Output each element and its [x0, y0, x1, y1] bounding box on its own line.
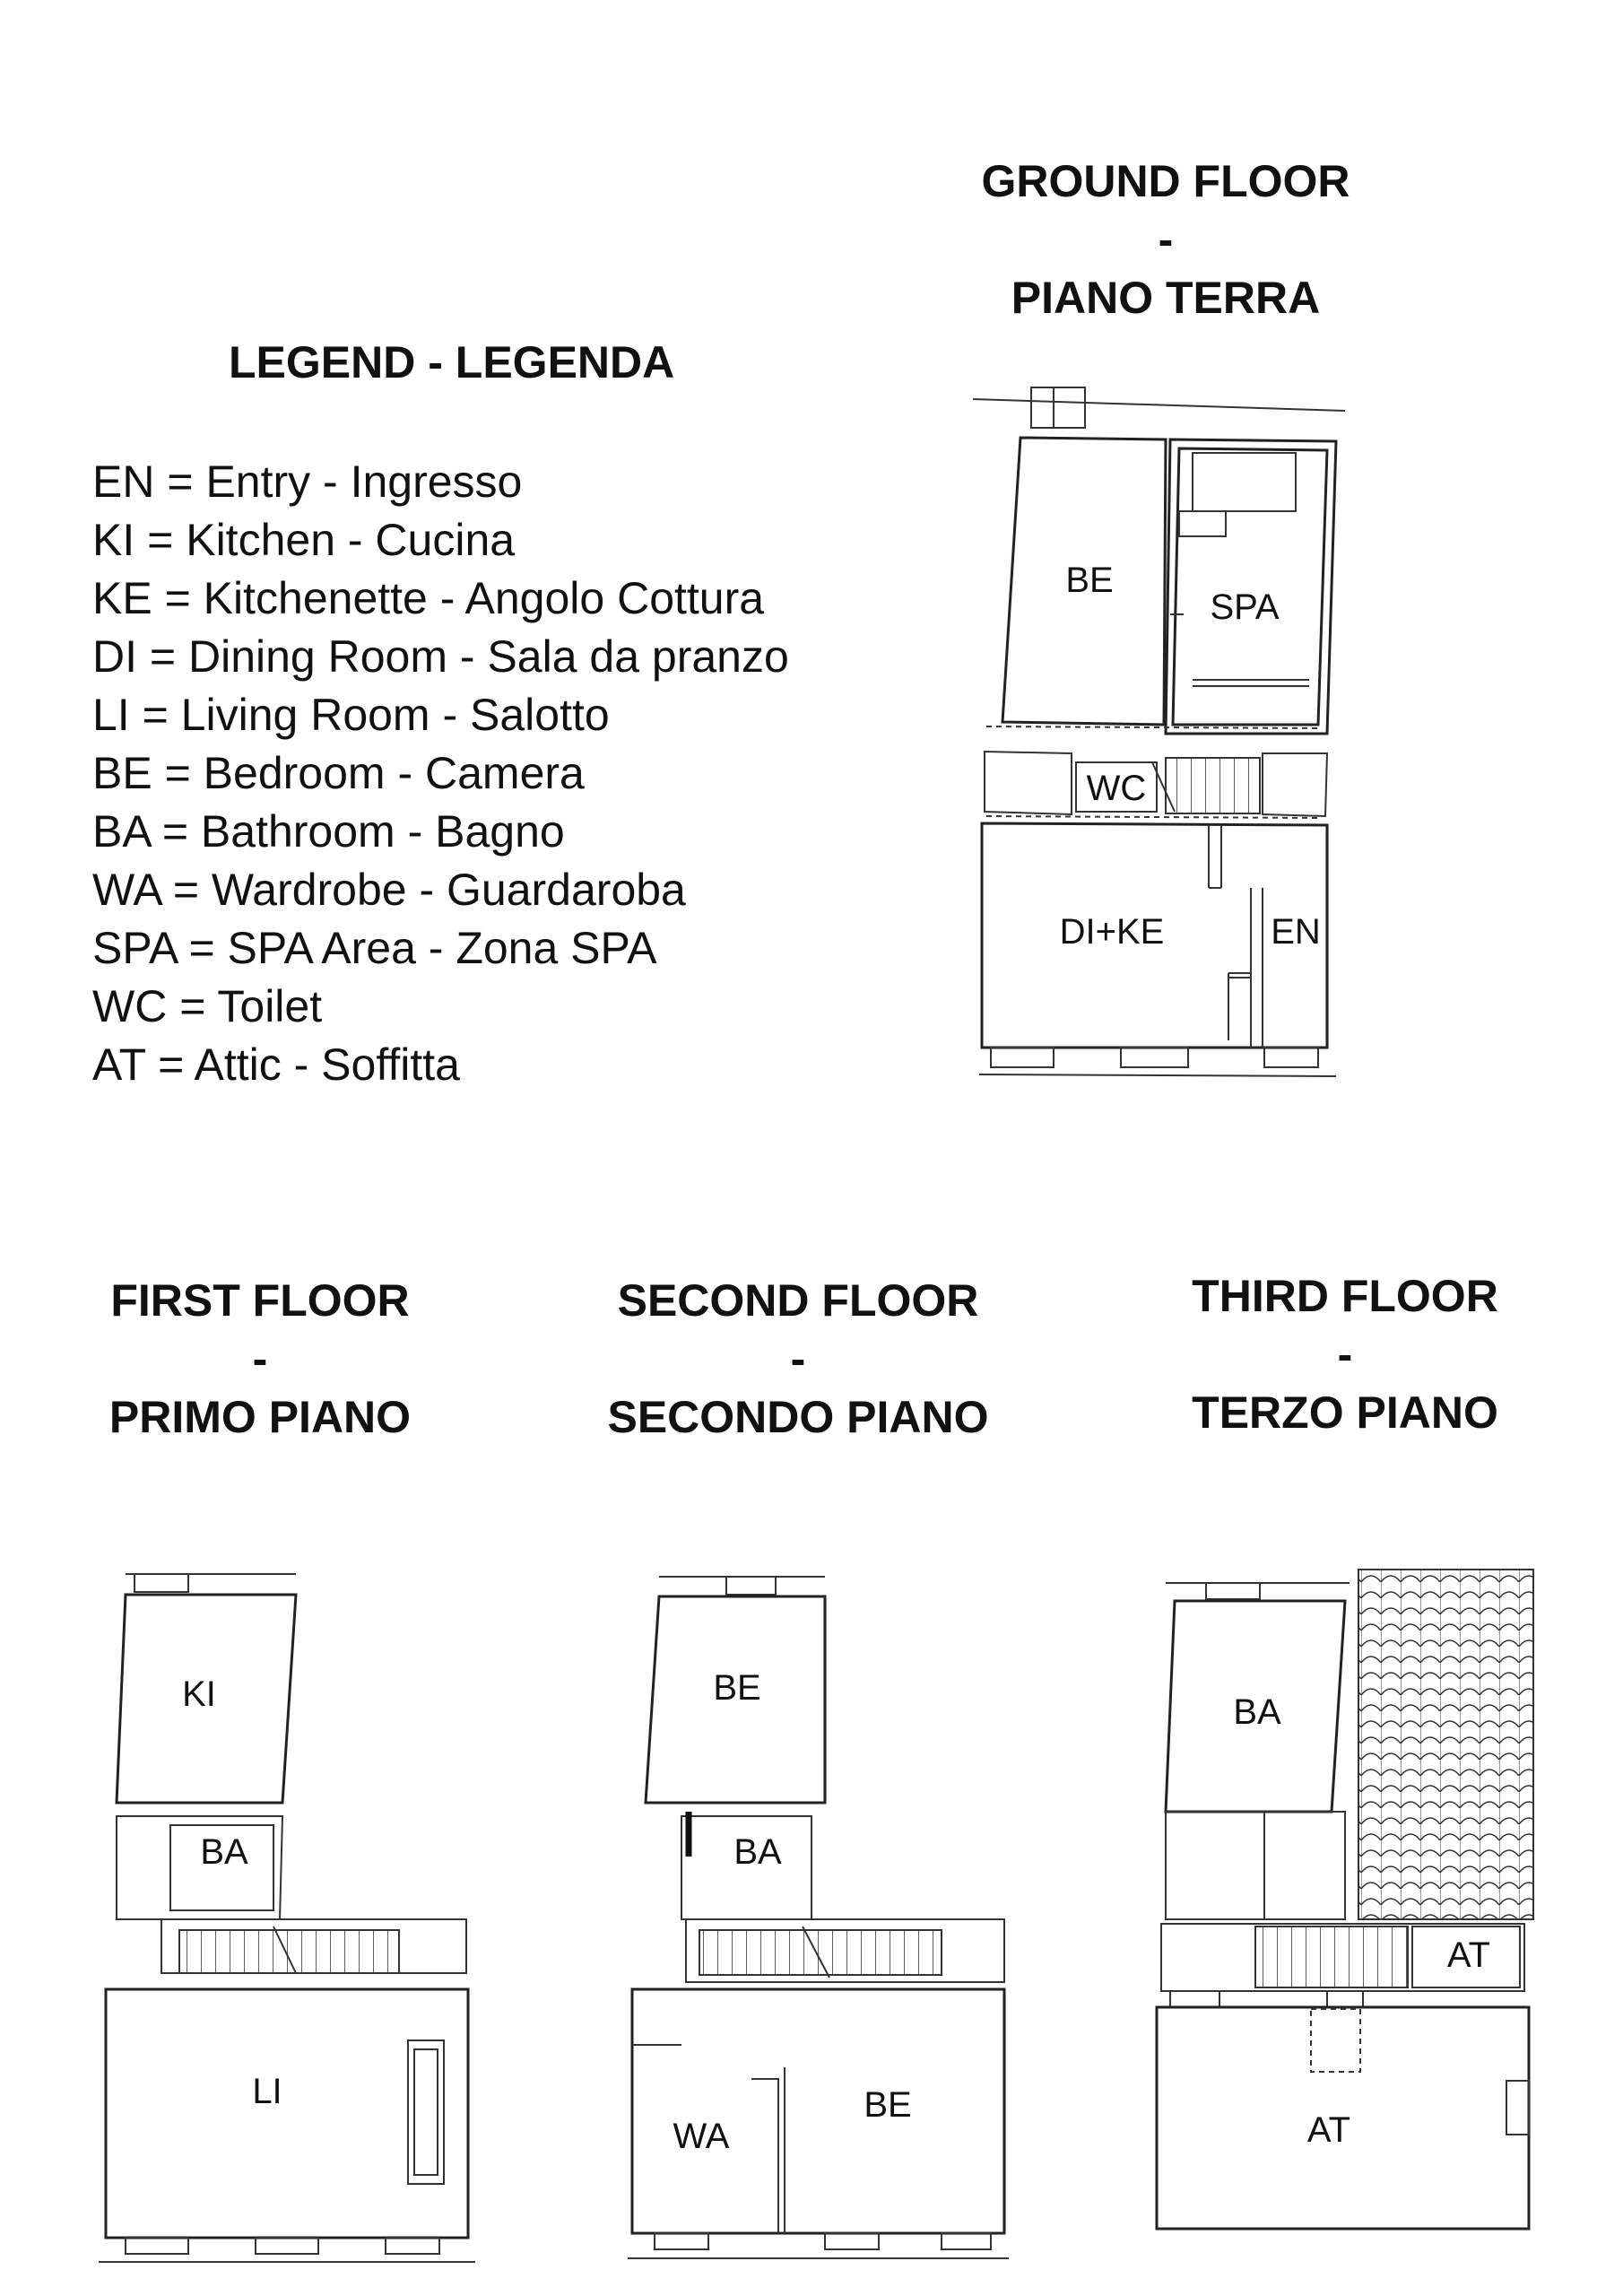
legend-item: SPA = SPA Area - Zona SPA — [92, 923, 657, 973]
legend-item: WA = Wardrobe - Guardaroba — [92, 865, 686, 915]
first-room-li: LI — [252, 2072, 282, 2111]
third-room-at-large: AT — [1306, 2110, 1351, 2150]
third-floor-title-en: THIRD FLOOR — [1192, 1271, 1498, 1321]
ground-floor-plan — [973, 387, 1345, 1076]
legend-item: EN = Entry - Ingresso — [92, 457, 523, 507]
legend-item: BA = Bathroom - Bagno — [92, 806, 565, 857]
third-floor-separator: - — [1337, 1329, 1353, 1379]
ground-floor-title-it: PIANO TERRA — [1011, 273, 1321, 323]
first-floor-title-en: FIRST FLOOR — [110, 1275, 410, 1326]
ground-floor-title-en: GROUND FLOOR — [981, 156, 1350, 206]
ground-room-be: BE — [1065, 561, 1114, 600]
second-room-be-lower: BE — [864, 2085, 912, 2125]
legend-item: KE = Kitchenette - Angolo Cottura — [92, 573, 765, 623]
first-floor-plan — [99, 1574, 475, 2262]
legend-item: KI = Kitchen - Cucina — [92, 515, 516, 565]
ground-floor-separator: - — [1158, 214, 1174, 265]
legend-title: LEGEND - LEGENDA — [229, 337, 675, 387]
second-room-wa: WA — [673, 2117, 730, 2156]
first-room-ba: BA — [200, 1832, 248, 1872]
ground-room-en: EN — [1271, 912, 1321, 952]
second-floor-title-it: SECONDO PIANO — [607, 1392, 989, 1442]
ground-room-spa: SPA — [1210, 587, 1280, 627]
third-floor-title-it: TERZO PIANO — [1192, 1387, 1498, 1438]
legend-item: BE = Bedroom - Camera — [92, 748, 585, 798]
second-floor-plan — [628, 1577, 1009, 2258]
second-room-ba: BA — [733, 1832, 782, 1872]
ground-room-di-ke: DI+KE — [1059, 912, 1165, 952]
first-floor-title-it: PRIMO PIANO — [108, 1392, 412, 1442]
legend-item: DI = Dining Room - Sala da pranzo — [92, 631, 789, 682]
second-room-be-upper: BE — [713, 1668, 761, 1708]
ground-room-wc: WC — [1086, 769, 1147, 808]
third-room-at-small: AT — [1446, 1935, 1491, 1975]
legend-item: AT = Attic - Soffitta — [92, 1039, 460, 1090]
third-room-ba: BA — [1233, 1692, 1281, 1732]
second-floor-separator: - — [790, 1334, 806, 1384]
legend-item: WC = Toilet — [92, 981, 323, 1031]
first-floor-separator: - — [252, 1334, 268, 1384]
second-floor-title-en: SECOND FLOOR — [617, 1275, 979, 1326]
third-floor-plan — [1157, 1570, 1533, 2229]
first-room-ki: KI — [182, 1674, 216, 1714]
legend-item: LI = Living Room - Salotto — [92, 690, 610, 740]
